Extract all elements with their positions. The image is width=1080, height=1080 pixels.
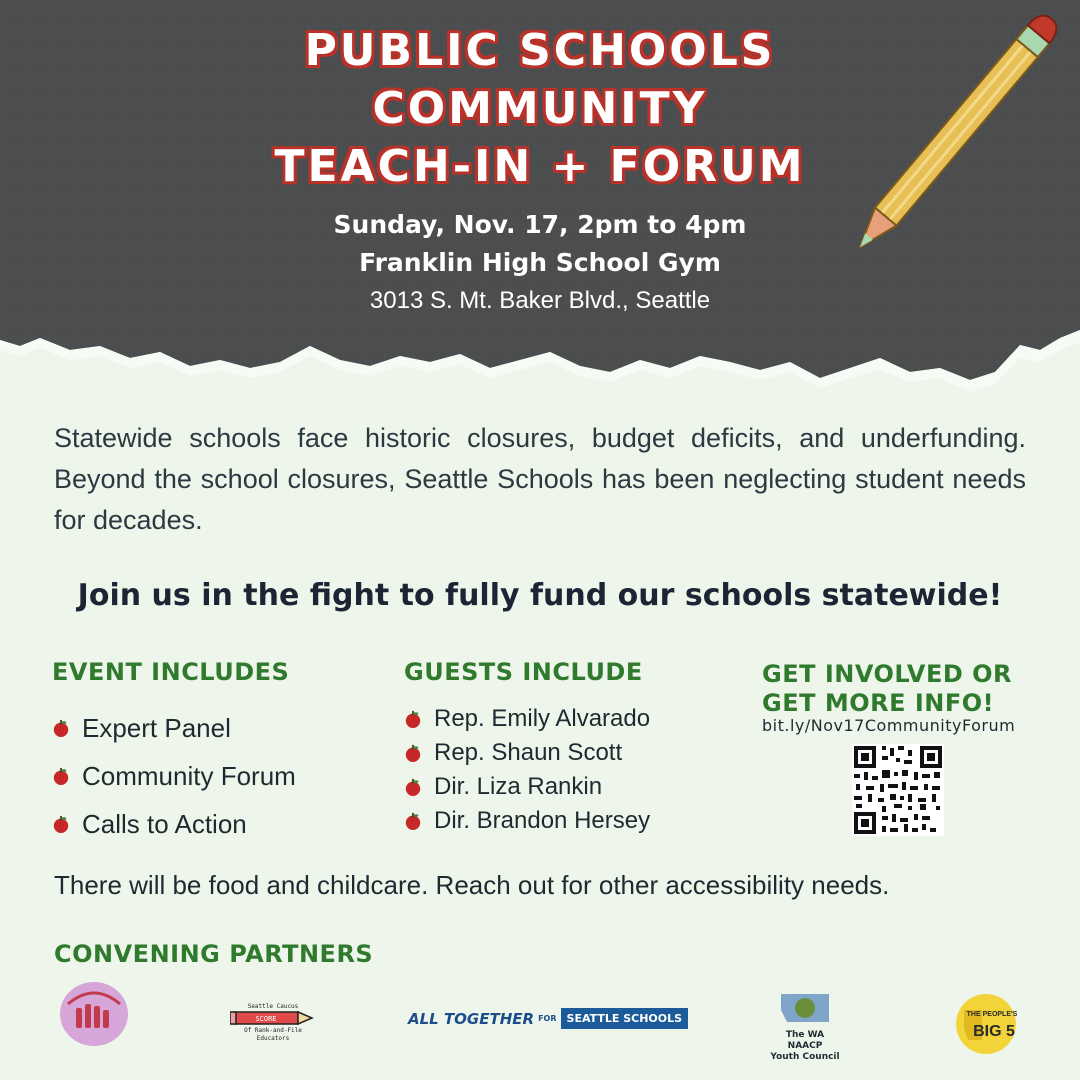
- event-address: 3013 S. Mt. Baker Blvd., Seattle: [369, 287, 711, 314]
- score-bottom-text-1: Of Rank-and-File: [244, 1027, 302, 1034]
- apple-icon: [404, 812, 422, 830]
- naacp-line-2: Youth Council: [770, 1052, 840, 1062]
- title-line-3: TEACH-IN + FORUM: [274, 141, 806, 192]
- big5-line-1: THE PEOPLE'S: [966, 1011, 1018, 1018]
- apple-icon: [52, 815, 70, 833]
- apple-icon: [404, 710, 422, 728]
- event-includes-heading: EVENT INCLUDES: [52, 658, 290, 686]
- list-item: [52, 800, 296, 848]
- score-caucus-logo: [230, 1000, 316, 1044]
- together-text-1: ALL TOGETHER: [408, 1009, 535, 1028]
- title-line-1: PUBLIC SCHOOLS: [304, 25, 776, 76]
- list-item: [404, 702, 650, 736]
- list-item-label: Expert Panel: [82, 712, 231, 743]
- get-involved-line-1: GET INVOLVED OR: [762, 660, 1013, 688]
- guests-include-heading: GUESTS INCLUDE: [404, 658, 643, 686]
- list-item-label: Calls to Action: [82, 808, 247, 839]
- naacp-youth-council-logo: [770, 990, 840, 1063]
- guests-include-list: [404, 702, 650, 838]
- apple-icon: [52, 767, 70, 785]
- intro-paragraph: Statewide schools face historic closures, budget deficits, and underfunding. Beyond the school closures, Seattle Schools has been neglecting student needs for decades.: [54, 423, 1026, 535]
- list-item-label: Dir. Brandon Hersey: [434, 807, 651, 834]
- together-text-2: FOR: [538, 1014, 557, 1023]
- list-item-label: Dir. Liza Rankin: [434, 773, 603, 800]
- list-item: [404, 804, 650, 838]
- list-item: [404, 736, 650, 770]
- accessibility-note: There will be food and childcare. Reach out for other accessibility needs.: [54, 870, 890, 900]
- event-date: Sunday, Nov. 17, 2pm to 4pm: [333, 210, 747, 239]
- info-link[interactable]: bit.ly/Nov17CommunityForum: [762, 716, 1016, 735]
- list-item-label: Rep. Emily Alvarado: [434, 705, 651, 732]
- all-together-logo: [408, 1008, 688, 1029]
- title-line-2: COMMUNITY: [372, 83, 708, 134]
- qr-code[interactable]: [852, 744, 944, 836]
- apple-icon: [404, 778, 422, 796]
- list-item: [52, 752, 296, 800]
- naacp-line-1: The WA NAACP: [785, 1030, 825, 1051]
- list-item-label: Community Forum: [82, 760, 296, 791]
- get-involved-line-2: GET MORE INFO!: [762, 689, 995, 717]
- page-title: [0, 22, 1080, 196]
- event-venue: Franklin High School Gym: [359, 248, 721, 277]
- together-text-3: SEATTLE SCHOOLS: [561, 1008, 689, 1029]
- event-details: [0, 206, 1080, 320]
- washington-state-icon: [777, 990, 833, 1026]
- score-mid-text: SCORE: [255, 1015, 277, 1023]
- score-bottom-text-2: Educators: [256, 1035, 290, 1042]
- big5-line-2: BIG 5: [973, 1023, 1015, 1040]
- partners-heading: CONVENING PARTNERS: [54, 940, 374, 968]
- apple-icon: [52, 719, 70, 737]
- get-involved-heading: [762, 660, 1012, 718]
- call-to-action-heading: Join us in the fight to fully fund our schools statewide!: [77, 578, 1003, 613]
- list-item: [52, 704, 296, 752]
- score-top-text: Seattle Caucus: [247, 1003, 299, 1010]
- event-includes-list: [52, 704, 296, 848]
- peoples-big-5-logo: [954, 992, 1018, 1056]
- list-item: [404, 770, 650, 804]
- apple-icon: [404, 744, 422, 762]
- seattle-student-union-logo: [58, 980, 130, 1048]
- list-item-label: Rep. Shaun Scott: [434, 739, 623, 766]
